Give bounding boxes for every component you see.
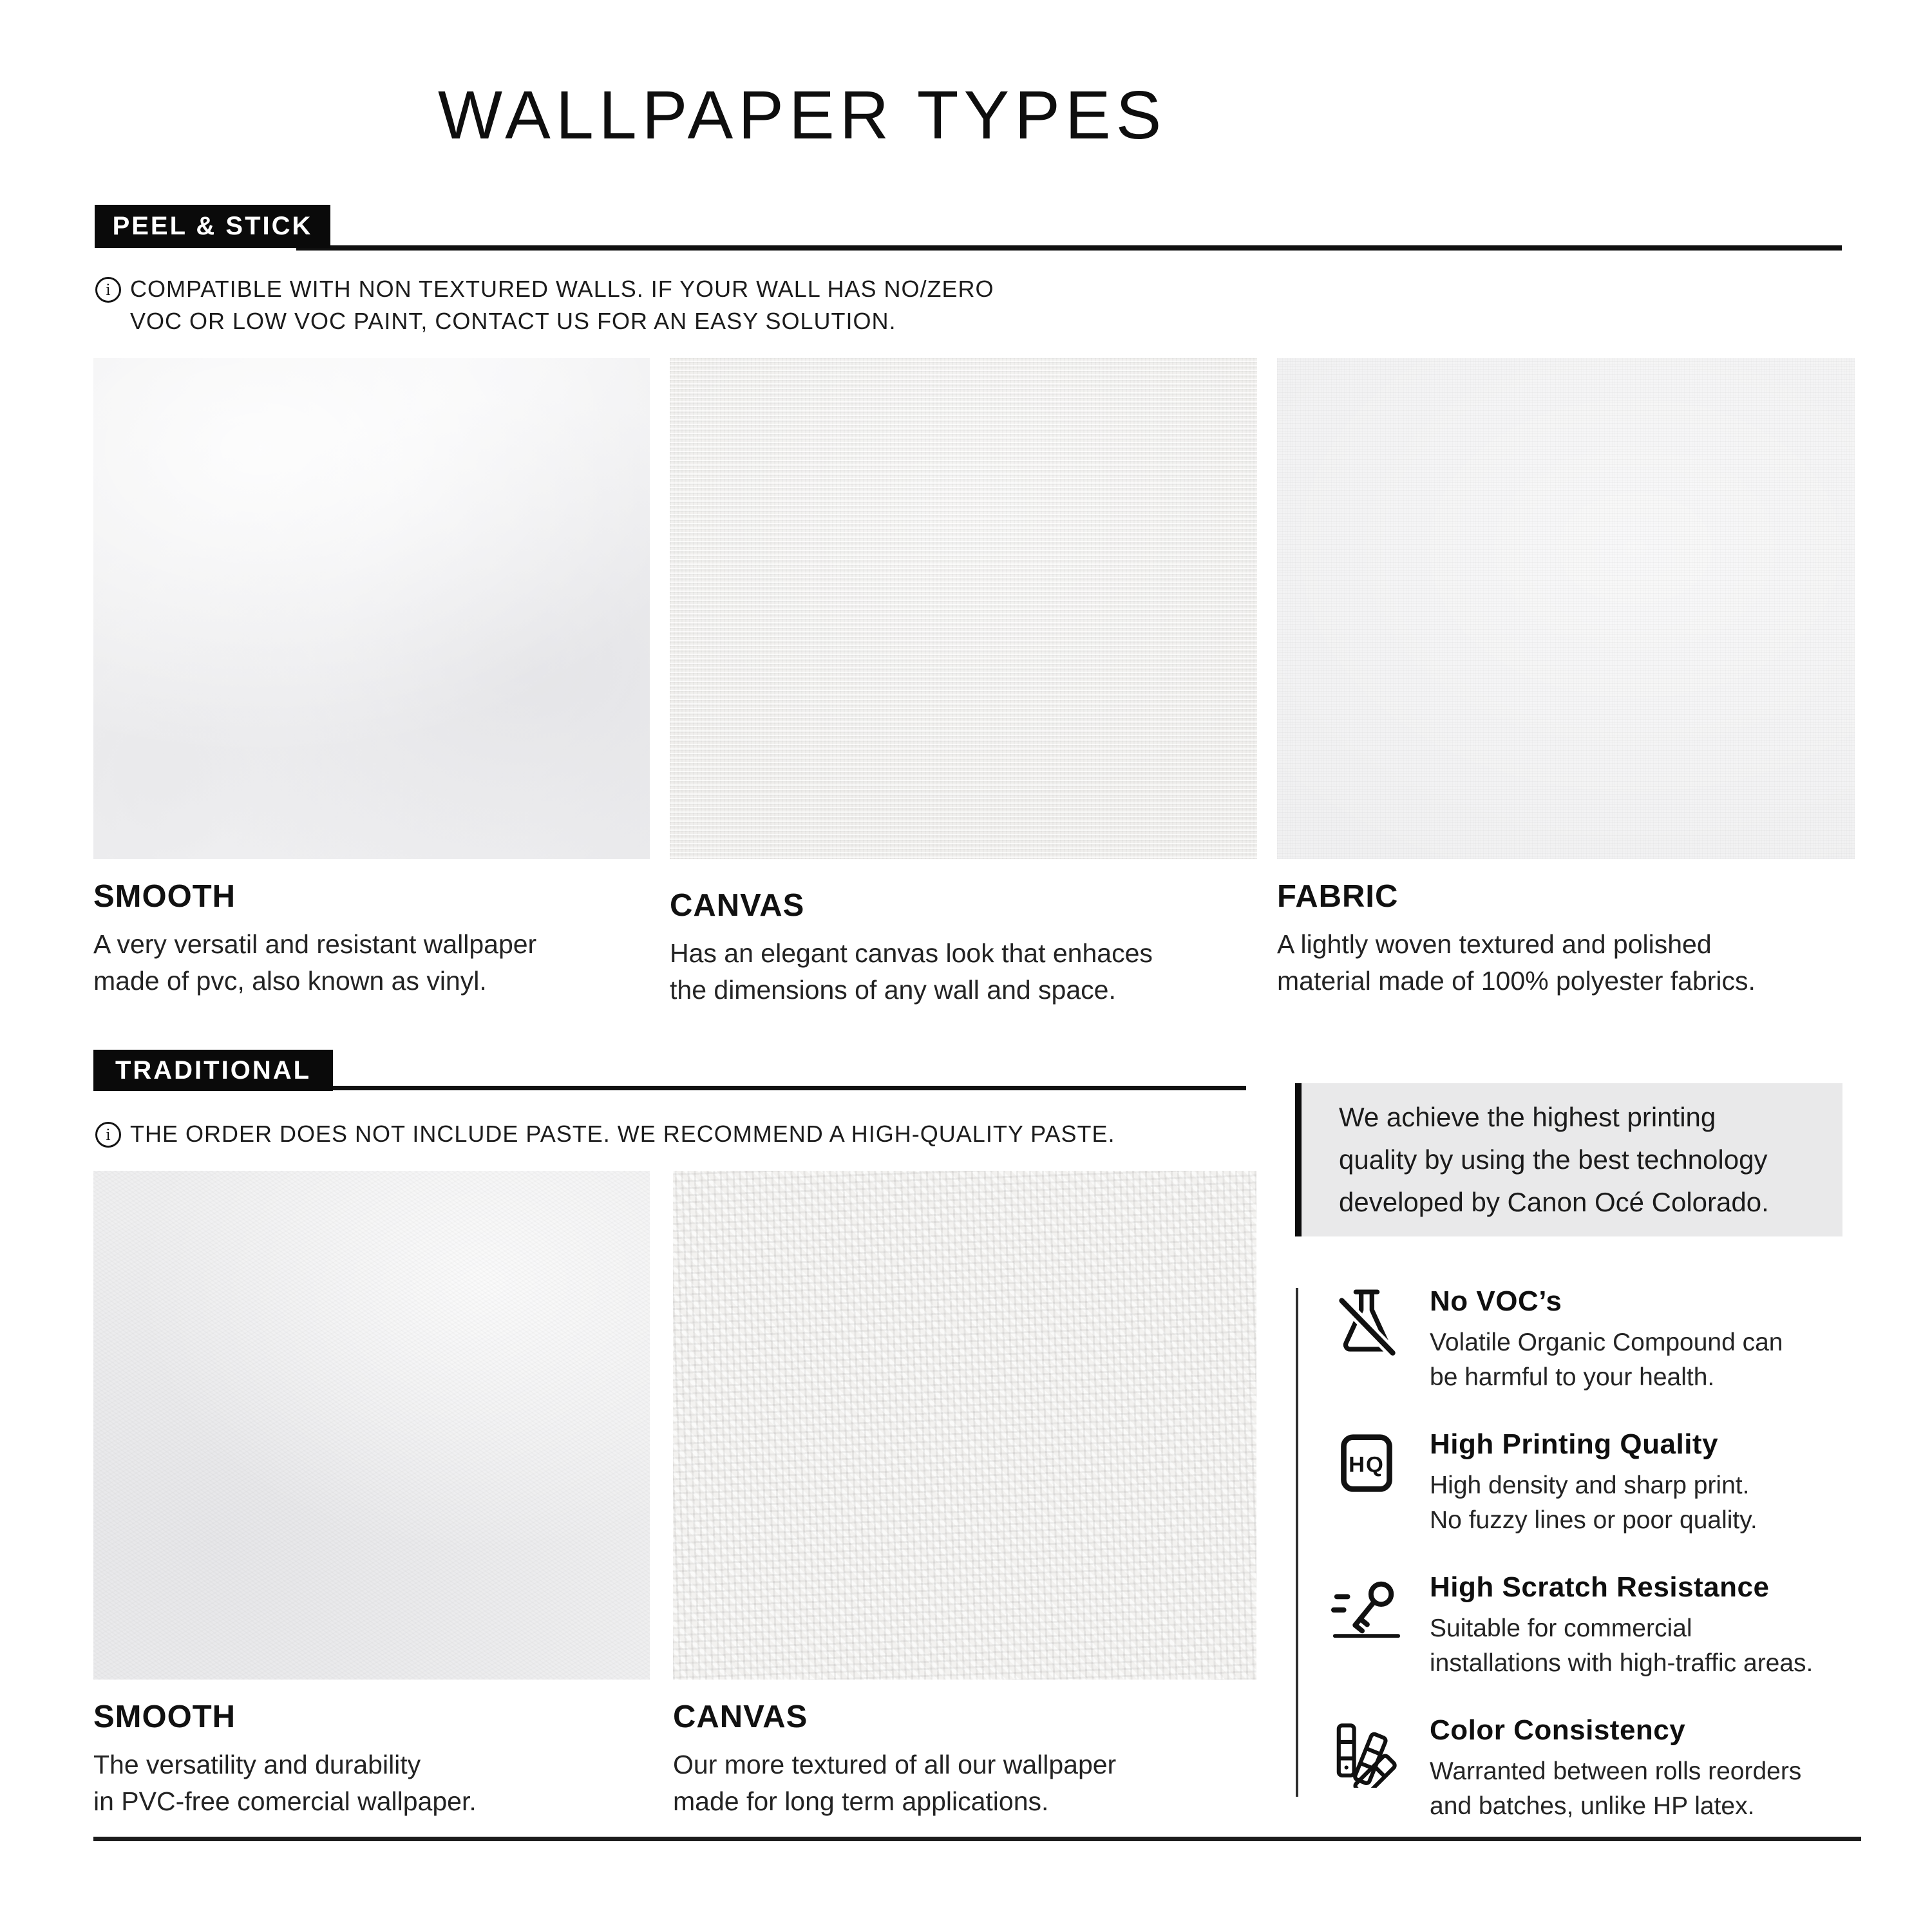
features-list <box>1331 1284 1855 1824</box>
type-name: FABRIC <box>1277 879 1399 914</box>
canvas-texture-swatch <box>670 358 1257 859</box>
type-description <box>93 926 650 999</box>
traditional-divider-line <box>296 1086 1246 1090</box>
quality-line: developed by Canon Océ Colorado. <box>1339 1187 1769 1217</box>
info-icon: i <box>95 277 121 303</box>
page-title: WALLPAPER TYPES <box>438 77 1167 153</box>
type-name: CANVAS <box>673 1700 808 1734</box>
type-name: CANVAS <box>670 888 805 923</box>
quality-line: quality by using the best technology <box>1339 1144 1768 1175</box>
smooth-texture-swatch <box>93 358 650 859</box>
peel-fabric-card <box>1277 358 1855 999</box>
note-line: COMPATIBLE WITH NON TEXTURED WALLS. IF YOUR WALL HAS NO/ZERO <box>130 276 994 302</box>
peel-stick-note-text <box>130 273 994 337</box>
feature-no-voc <box>1331 1284 1855 1395</box>
smooth-texture-swatch <box>93 1171 650 1680</box>
desc-line: High density and sharp print. <box>1430 1472 1750 1499</box>
feature-title: High Printing Quality <box>1430 1428 1719 1460</box>
feature-title: High Scratch Resistance <box>1430 1571 1770 1603</box>
type-name: SMOOTH <box>93 879 236 914</box>
bottom-rule-line <box>93 1837 1861 1841</box>
desc-line: The versatility and durability <box>93 1750 421 1779</box>
peel-smooth-card <box>93 358 650 999</box>
traditional-note-text <box>130 1118 1115 1150</box>
traditional-note <box>95 1118 1115 1150</box>
feature-description <box>1430 1325 1783 1395</box>
note-line: VOC OR LOW VOC PAINT, CONTACT US FOR AN EASY SOLUTION. <box>130 308 896 334</box>
key-scratch-icon <box>1331 1570 1403 1681</box>
feature-description <box>1430 1468 1757 1538</box>
peel-stick-note <box>95 273 994 337</box>
feature-high-scratch-resistance <box>1331 1570 1855 1681</box>
features-divider-line <box>1296 1288 1298 1797</box>
traditional-smooth-card <box>93 1171 650 1820</box>
desc-line: Has an elegant canvas look that enhaces <box>670 938 1153 968</box>
desc-line: Volatile Organic Compound can <box>1430 1329 1783 1356</box>
quality-note-panel <box>1302 1083 1842 1236</box>
traditional-section-badge: TRADITIONAL <box>93 1050 333 1091</box>
desc-line: made for long term applications. <box>673 1786 1049 1816</box>
feature-title: No VOC’s <box>1430 1285 1562 1317</box>
traditional-canvas-card <box>673 1171 1256 1820</box>
desc-line: the dimensions of any wall and space. <box>670 975 1116 1005</box>
desc-line: A very versatil and resistant wallpaper <box>93 929 537 959</box>
svg-text:HQ: HQ <box>1349 1452 1385 1477</box>
feature-text <box>1430 1427 1757 1538</box>
type-description <box>93 1747 650 1820</box>
desc-line: Our more textured of all our wallpaper <box>673 1750 1117 1779</box>
info-icon: i <box>95 1122 121 1148</box>
quality-note-accent-bar <box>1295 1083 1302 1236</box>
desc-line: material made of 100% polyester fabrics. <box>1277 966 1756 996</box>
peel-canvas-card <box>670 358 1257 1009</box>
feature-description <box>1430 1611 1813 1681</box>
quality-line: We achieve the highest printing <box>1339 1102 1716 1132</box>
feature-text <box>1430 1570 1813 1681</box>
type-description <box>670 935 1257 1009</box>
feature-high-printing-quality <box>1331 1427 1855 1538</box>
feature-color-consistency <box>1331 1713 1855 1824</box>
type-description <box>673 1747 1256 1820</box>
desc-line: and batches, unlike HP latex. <box>1430 1792 1755 1820</box>
feature-title: Color Consistency <box>1430 1714 1686 1746</box>
feature-description <box>1430 1754 1801 1824</box>
color-swatches-icon <box>1331 1713 1403 1824</box>
quality-note-text <box>1339 1096 1769 1224</box>
feature-text <box>1430 1713 1801 1824</box>
type-description <box>1277 926 1855 999</box>
canvas-texture-swatch <box>673 1171 1256 1680</box>
desc-line: installations with high-traffic areas. <box>1430 1649 1814 1677</box>
desc-line: A lightly woven textured and polished <box>1277 929 1712 959</box>
hq-badge-icon <box>1331 1427 1403 1538</box>
desc-line: in PVC-free comercial wallpaper. <box>93 1786 477 1816</box>
desc-line: Warranted between rolls reorders <box>1430 1757 1802 1785</box>
peel-stick-divider-line <box>296 245 1842 251</box>
desc-line: be harmful to your health. <box>1430 1363 1715 1391</box>
desc-line: No fuzzy lines or poor quality. <box>1430 1506 1757 1534</box>
peel-stick-section-badge: PEEL & STICK <box>95 205 330 248</box>
feature-text <box>1430 1284 1783 1395</box>
desc-line: Suitable for commercial <box>1430 1615 1692 1642</box>
note-line: THE ORDER DOES NOT INCLUDE PASTE. WE RECOMMEND A HIGH-QUALITY PASTE. <box>130 1121 1115 1147</box>
no-voc-flask-icon <box>1331 1284 1403 1395</box>
type-name: SMOOTH <box>93 1700 236 1734</box>
fabric-texture-swatch <box>1277 358 1855 859</box>
desc-line: made of pvc, also known as vinyl. <box>93 966 487 996</box>
